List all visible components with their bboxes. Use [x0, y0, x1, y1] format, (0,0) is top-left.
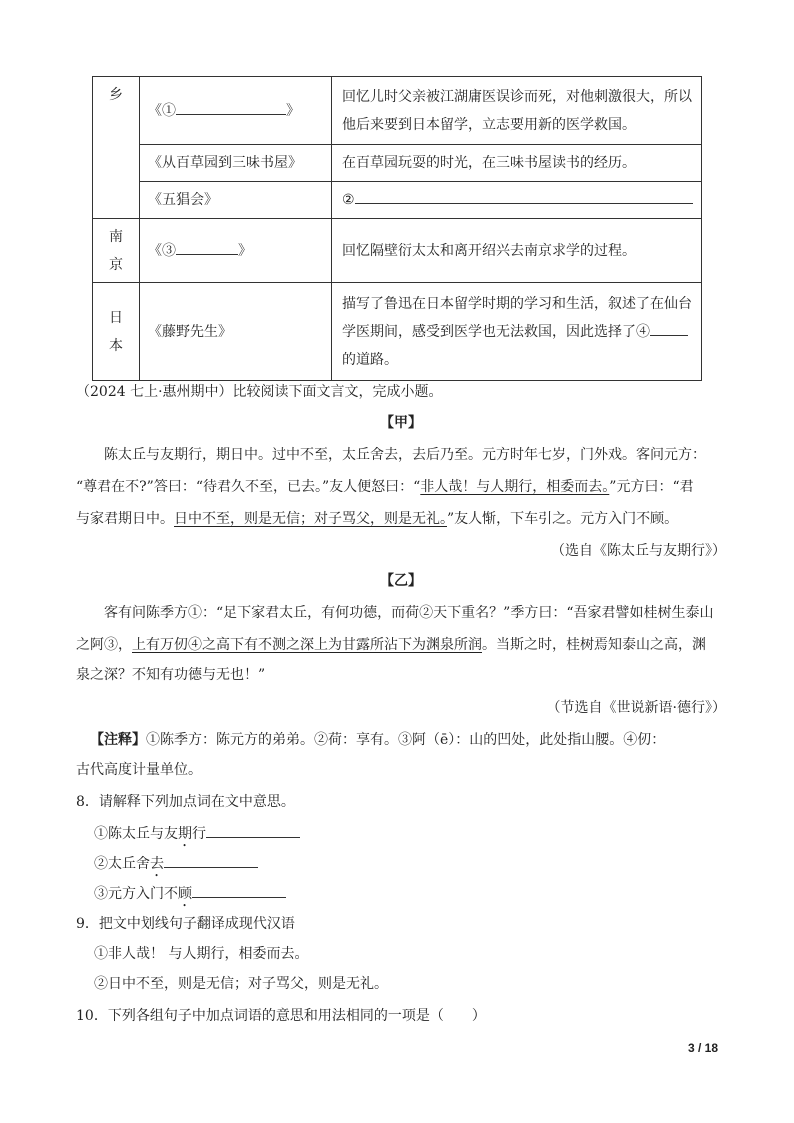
notes-label: 【注释】 — [90, 732, 146, 748]
place-label: 乡 — [109, 87, 123, 103]
works-table — [92, 76, 702, 381]
notes: 【注释】①陈季方：陈元方的弟弟。②荷：享有。③阿（ē）：山的凹处，此处指山腰。④仞： — [90, 732, 666, 748]
table-row — [93, 77, 702, 145]
yi-paragraph-2: 之阿③，上有万仞④之高下有不测之深上为甘露所沾下为渊泉所润。当斯之时，桂树焉知泰山之高，渊 — [76, 637, 706, 653]
question-10-stem: 10．下列各组句子中加点词语的意思和用法相同的一项是（ ） — [76, 1008, 486, 1024]
table-row — [93, 219, 702, 283]
question-9-item-1: ①非人哉！ 与人期行，相委而去。 — [94, 946, 309, 962]
table-row — [93, 182, 702, 219]
desc-cell: 描写了鲁迅在日本留学时期的学习和生活，叙述了在仙台学医期间，感受到医学也无法救国，因此选择了④的道路。 — [332, 283, 702, 381]
source-line: （2024 七上·惠州期中）比较阅读下面文言文，完成小题。 — [76, 384, 443, 400]
answer-blank-4[interactable] — [650, 319, 688, 336]
question-8-item-2: ②太丘舍去 — [94, 851, 744, 880]
title-cell: 《五猖会》 — [140, 182, 332, 219]
table-row — [93, 145, 702, 182]
notes-continued: 古代高度计量单位。 — [76, 762, 202, 778]
table-row — [93, 283, 702, 381]
question-8-item-3: ③元方入门不顾 — [94, 881, 744, 910]
question-9-item-2: ②日中不至，则是无信；对子骂父，则是无礼。 — [94, 976, 388, 992]
title-cell: 《藤野先生》 — [140, 283, 332, 381]
underlined-sentence-3: 上有万仞④之高下有不测之深上为甘露所沾下为渊泉所润 — [132, 637, 482, 653]
jia-paragraph-3: 与家君期日中。日中不至，则是无信；对子骂父，则是无礼。”友人惭，下车引之。元方入门不顾。 — [76, 511, 679, 527]
answer-blank-q8-3[interactable] — [192, 881, 286, 898]
yi-paragraph-3: 泉之深？不知有功德与无也！” — [76, 667, 266, 683]
underlined-sentence-2: 日中不至，则是无信；对子骂父，则是无礼。 — [174, 511, 447, 527]
answer-blank-1[interactable] — [176, 98, 286, 115]
place-cell — [93, 77, 140, 219]
jia-paragraph-2: “尊君在不?”答曰：“待君久不至，已去。”友人便怒曰：“非人哉！与人期行，相委而去。”元方曰：“君 — [76, 479, 694, 495]
place-cell: 日本 — [93, 283, 140, 381]
question-9-stem: 9．把文中划线句子翻译成现代汉语 — [76, 916, 295, 932]
answer-blank-3[interactable] — [176, 238, 238, 255]
yi-heading: 【乙】 — [380, 573, 422, 589]
desc-cell: 回忆儿时父亲被江湖庸医误诊而死，对他刺激很大，所以他后来要到日本留学，立志要用新的医学救国。 — [332, 77, 702, 145]
jia-heading: 【甲】 — [380, 415, 422, 431]
question-8-stem: 8．请解释下列加点词在文中意思。 — [76, 794, 295, 810]
yi-source: （节选自《世说新语·德行》） — [546, 700, 726, 716]
answer-blank-q8-1[interactable] — [206, 821, 300, 838]
answer-blank-2[interactable] — [355, 187, 693, 204]
question-8-item-1: ①陈太丘与友期行 — [94, 821, 744, 850]
answer-blank-q8-2[interactable] — [164, 851, 258, 868]
title-cell: 《从百草园到三味书屋》 — [140, 145, 332, 182]
title-cell: 《③ 》 — [140, 219, 332, 283]
underlined-sentence-1: 非人哉！与人期行，相委而去。 — [420, 479, 610, 495]
jia-paragraph-1: 陈太丘与友期行，期日中。过中不至，太丘舍去，去后乃至。元方时年七岁，门外戏。客问元方： — [104, 447, 706, 463]
desc-cell: ② — [332, 182, 702, 219]
place-cell: 南京 — [93, 219, 140, 283]
yi-paragraph-1: 客有问陈季方①：“足下家君太丘，有何功德，而荷②天下重名？”季方曰：“吾家君譬如桂树生泰山 — [104, 605, 714, 621]
jia-source: （选自《陈太丘与友期行》） — [551, 543, 726, 559]
page-number: 3 / 18 — [687, 1041, 718, 1055]
desc-cell: 回忆隔壁衍太太和离开绍兴去南京求学的过程。 — [332, 219, 702, 283]
desc-cell: 在百草园玩耍的时光，在三味书屋读书的经历。 — [332, 145, 702, 182]
title-cell: 《① 》 — [140, 77, 332, 145]
